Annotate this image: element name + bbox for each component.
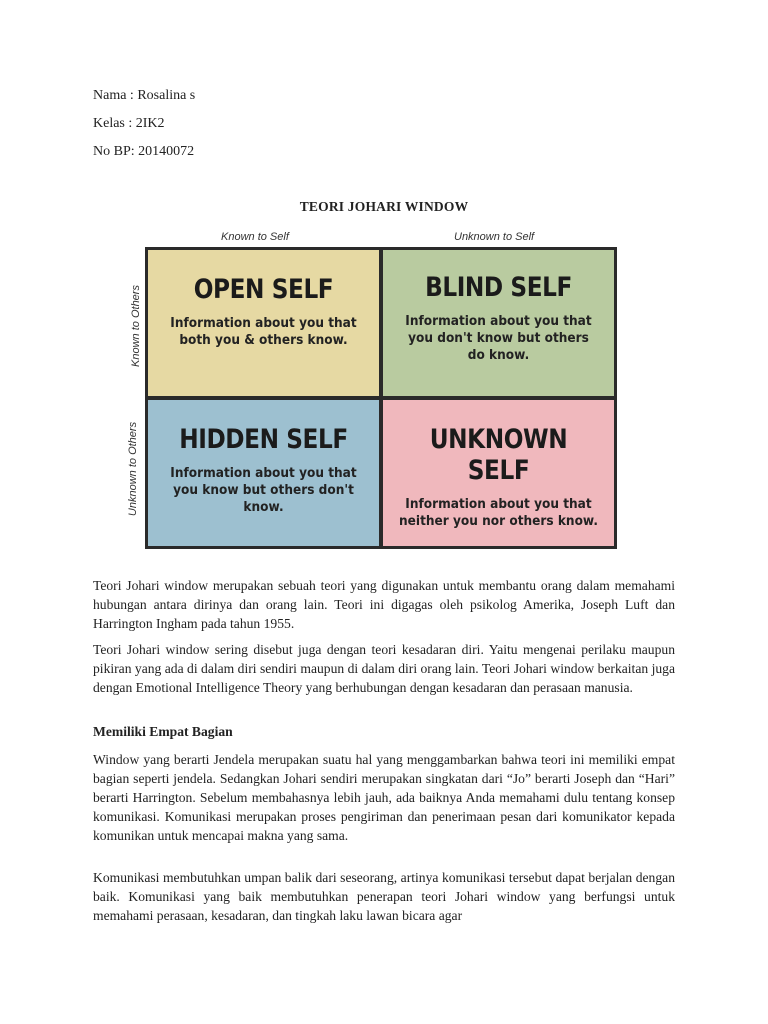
quadrant-open-self bbox=[148, 250, 379, 396]
row-label-unknown-to-others: Unknown to Others bbox=[127, 421, 139, 517]
desc-line: you know but others don't bbox=[173, 482, 354, 498]
quadrant-description bbox=[160, 315, 368, 349]
johari-grid bbox=[145, 247, 617, 549]
desc-line: do know. bbox=[467, 347, 530, 363]
row-label-known-to-others: Known to Others bbox=[130, 285, 142, 367]
desc-line: know. bbox=[243, 499, 284, 515]
quadrant-title: BLIND SELF bbox=[425, 272, 572, 303]
quadrant-description bbox=[160, 465, 368, 516]
document-title: TEORI JOHARI WINDOW bbox=[299, 199, 469, 214]
student-name: Nama : Rosalina s bbox=[93, 88, 196, 103]
paragraph-intro: Teori Johari window merupakan sebuah teori yang digunakan untuk membantu orang dalam memahami hubungan antara dirinya dan orang lain. Teori ini digagas oleh psikolog Amerika, Joseph Luft dan Harrington Ingham pada tahun 1955. bbox=[93, 578, 675, 631]
quadrant-description bbox=[395, 313, 603, 364]
desc-line: neither you nor others know. bbox=[399, 513, 598, 529]
quadrant-title: OPEN SELF bbox=[193, 274, 334, 305]
paragraph-communication: Komunikasi membutuhkan umpan balik dari seseorang, artinya komunikasi tersebut dapat berjalan dengan baik. Komunikasi yang baik membutuhkan penerapan teori Johari window yang berfungsi untuk memahami perasaan, kesadaran, dan tingkah laku lawan bicara agar bbox=[93, 870, 675, 923]
quadrant-hidden-self bbox=[148, 400, 379, 546]
quadrant-title: UNKNOWN SELF bbox=[429, 424, 568, 486]
section-heading: Memiliki Empat Bagian bbox=[93, 724, 233, 739]
desc-line: you don't know but others bbox=[408, 330, 589, 346]
student-class: Kelas : 2IK2 bbox=[93, 116, 165, 131]
col-label-unknown-to-self: Unknown to Self bbox=[454, 231, 535, 243]
johari-window-diagram bbox=[124, 228, 624, 554]
paragraph-self-awareness: Teori Johari window sering disebut juga dengan teori kesadaran diri. Yaitu mengenai perilaku maupun pikiran yang ada di dalam diri sendiri maupun di dalam diri orang lain. Teori Johari window berkaitan juga dengan Emotional Intelligence Theory yang berhubungan dengan kesadaran dan perasaan manusia. bbox=[93, 642, 675, 695]
quadrant-description bbox=[395, 496, 603, 530]
desc-line: Information about you that bbox=[405, 496, 592, 512]
quadrant-unknown-self bbox=[383, 400, 614, 546]
desc-line: both you & others know. bbox=[179, 332, 348, 348]
quadrant-blind-self bbox=[383, 250, 614, 396]
desc-line: Information about you that bbox=[170, 315, 357, 331]
paragraph-four-parts: Window yang berarti Jendela merupakan suatu hal yang menggambarkan bahwa teori ini memiliki empat bagian seperti jendela. Sedangkan Johari sendiri merupakan singkatan dari “Jo” berarti Joseph dan “Hari” berarti Harrington. Sebelum membahasnya lebih jauh, ada baiknya Anda memahami dulu tentang konsep komunikasi. Komunikasi merupakan proses pengiriman dan penerimaan pesan dari komunikator kepada komunikan untuk mencapai makna yang sama. bbox=[93, 752, 675, 843]
desc-line: Information about you that bbox=[405, 313, 592, 329]
quadrant-title: HIDDEN SELF bbox=[179, 424, 348, 455]
student-bp-number: No BP: 20140072 bbox=[93, 144, 195, 159]
desc-line: Information about you that bbox=[170, 465, 357, 481]
col-label-known-to-self: Known to Self bbox=[221, 231, 289, 243]
